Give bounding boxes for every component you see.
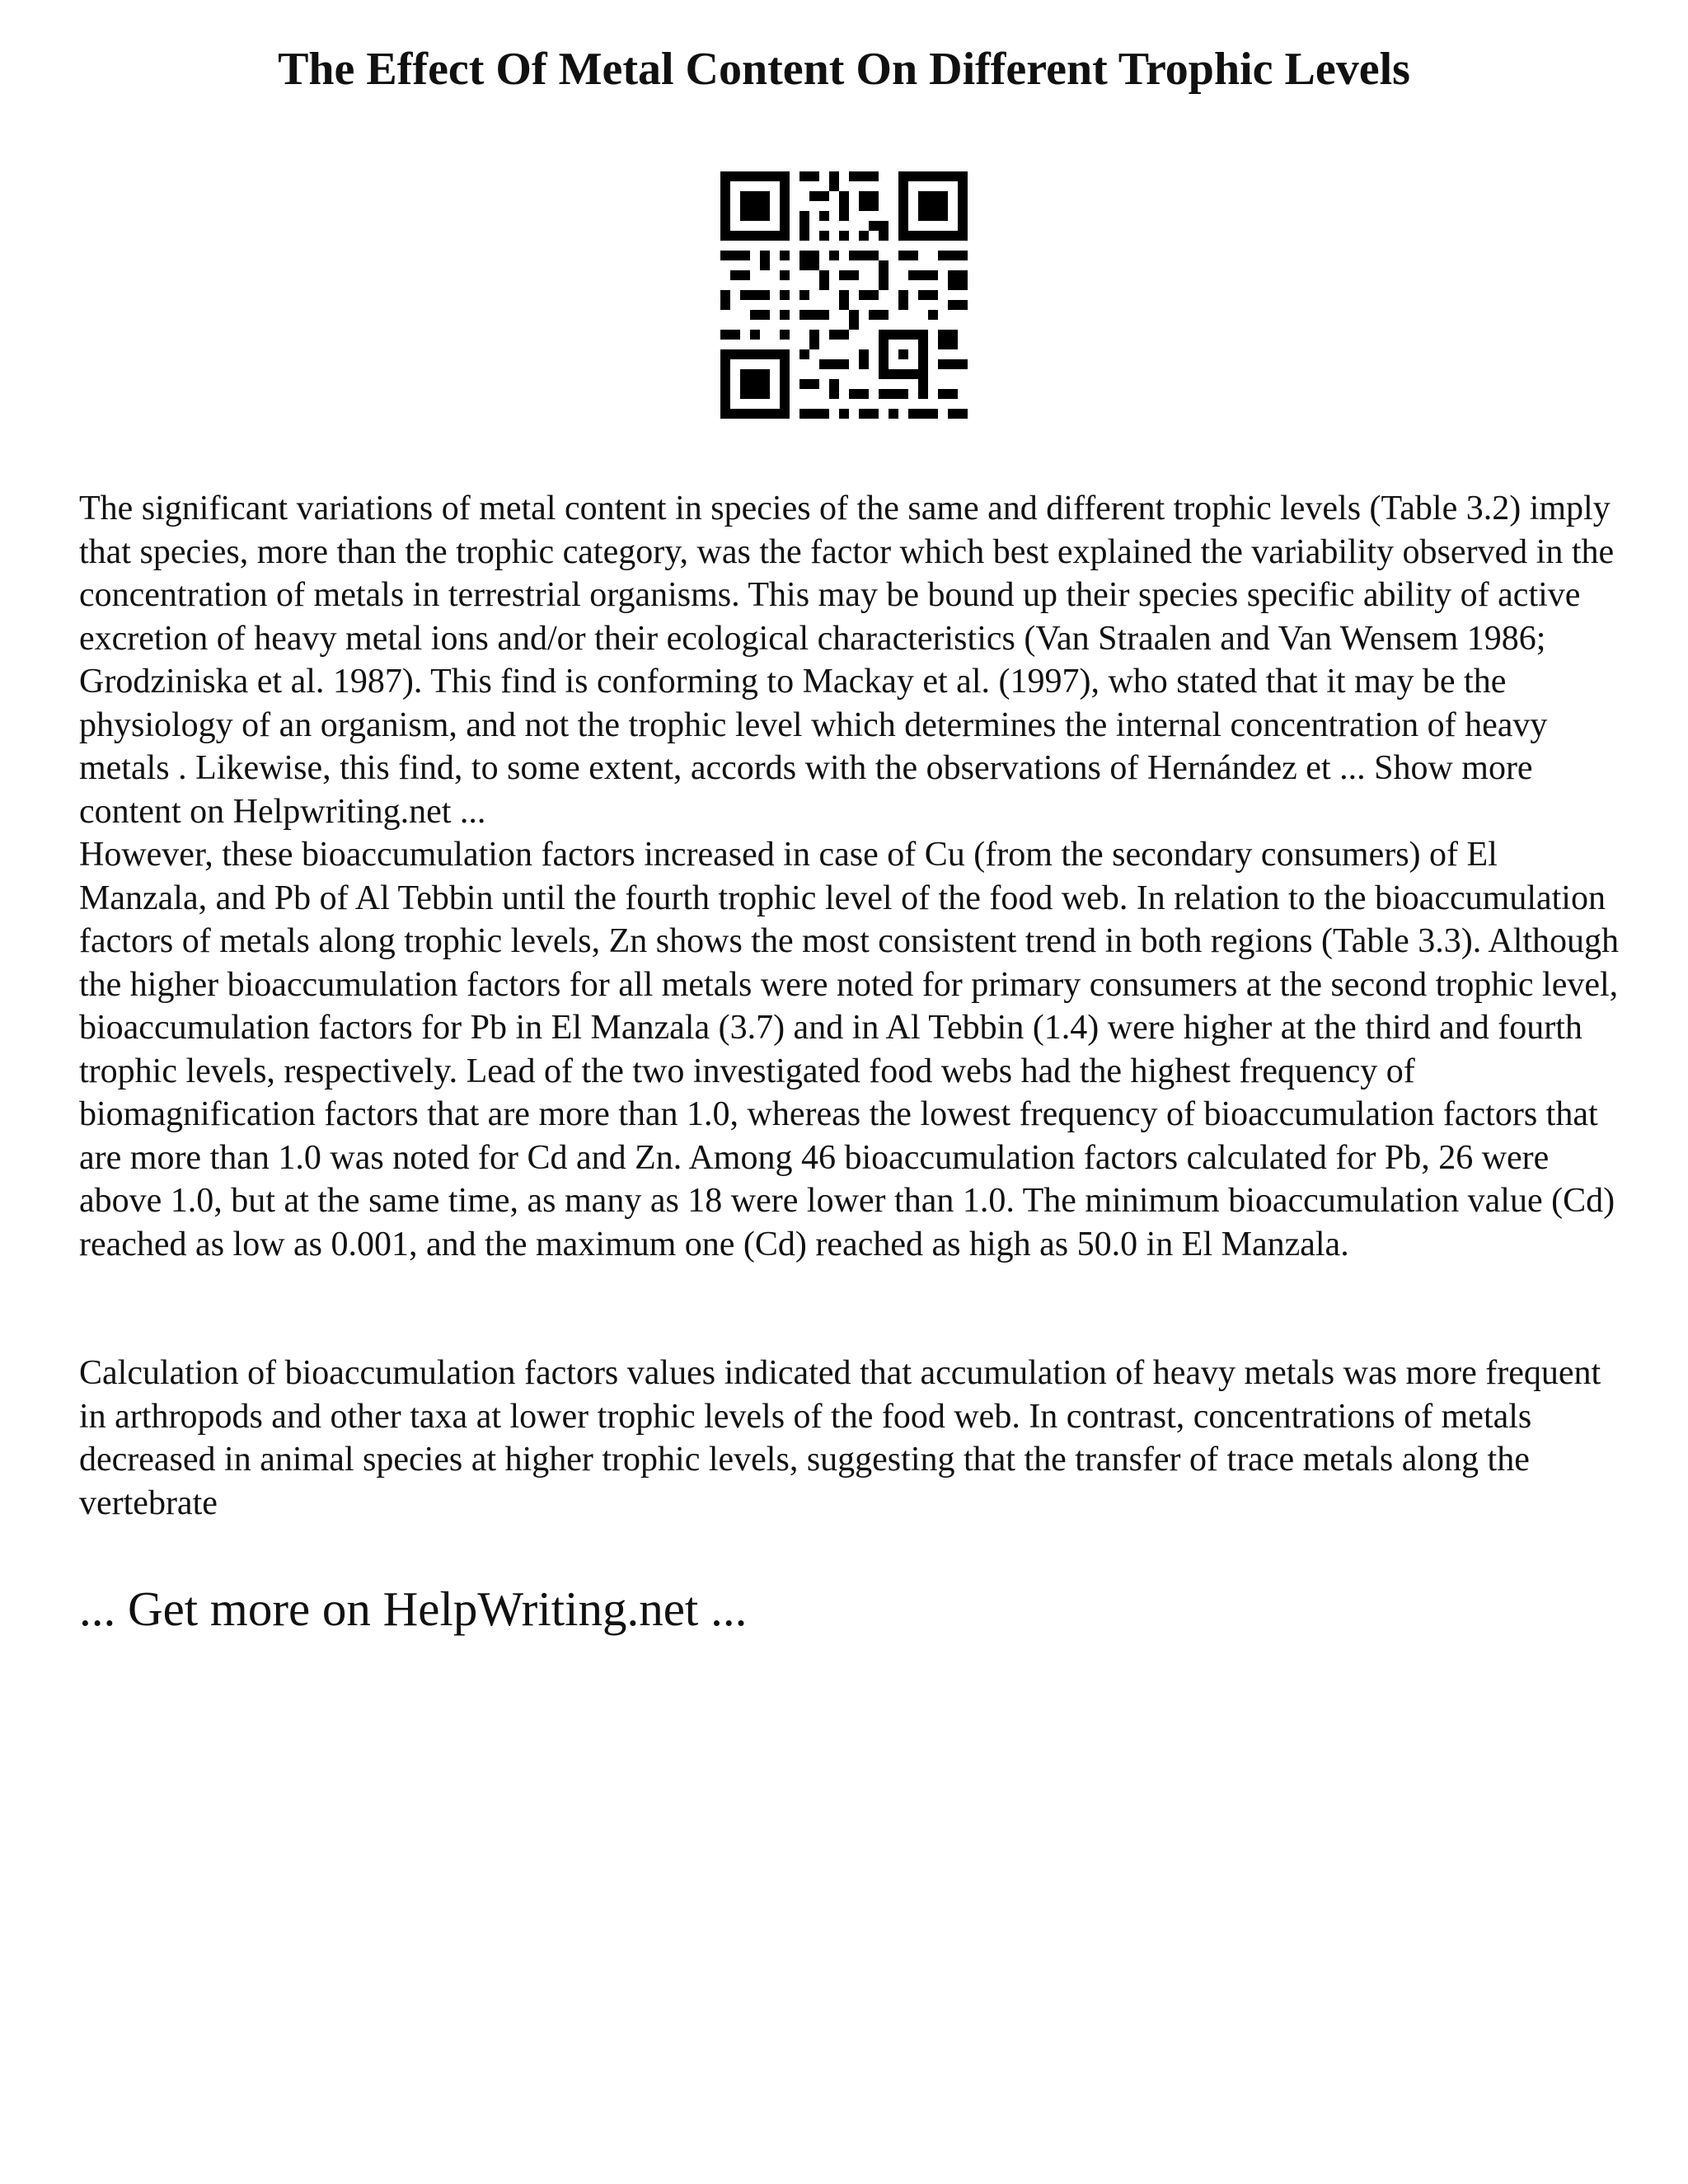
page-title: The Effect Of Metal Content On Different Trophic Levels (278, 44, 1410, 95)
body-paragraph-1-text: The significant variations of metal content in species of the same and different trophic levels (Table 3.2) imply that species, more than the trophic category, was the factor which best explained the variability observed in the concentration of metals in terrestrial organisms. This may be bound up their species specific ability of active excretion of heavy metal ions and/or their ecological characteristics (Van Straalen and Van Wensem 1986; Grodziniska et al. 1987). This find is conforming to Mackay et al. (1997), who stated that it may be the physiology of an organism, and not the trophic level which determines the internal concentration of heavy metals . Likewise, this find, to some extent, accords with the observations of Hernández et ... Show more content on Helpwriting.net ... (79, 490, 1615, 831)
body-paragraph-1 (79, 487, 1629, 1266)
body-paragraph-1b-text: However, these bioaccumulation factors increased in case of Cu (from the secondary consumers) of El Manzala, and Pb of Al Tebbin until the fourth trophic level of the food web. In relation to the bioaccumulation factors of metals along trophic levels, Zn shows the most consistent trend in both regions (Table 3.3). Although the higher bioaccumulation factors for all metals were noted for primary consumers at the second trophic level, bioaccumulation factors for Pb in El Manzala (3.7) and in Al Tebbin (1.4) were higher at the third and fourth trophic levels, respectively. Lead of the two investigated food webs had the highest frequency of biomagnification factors that are more than 1.0, whereas the lowest frequency of bioaccumulation factors that are more than 1.0 was noted for Cd and Zn. Among 46 bioaccumulation factors calculated for Pb, 26 were above 1.0, but at the same time, as many as 18 were lower than 1.0. The minimum bioaccumulation value (Cd) reached as low as 0.001, and the maximum one (Cd) reached as high as 50.0 in El Manzala. (79, 836, 1620, 1263)
qr-code-icon (720, 171, 968, 419)
body-paragraph-2: Calculation of bioaccumulation factors values indicated that accumulation of heavy metals was more frequent in arthropods and other taxa at lower trophic levels of the food web. In contrast, concentrations of metals decreased in animal species at higher trophic levels, suggesting that the transfer of trace metals along the vertebrate (79, 1354, 1601, 1522)
get-more-link[interactable]: ... Get more on HelpWriting.net ... (79, 1582, 748, 1636)
